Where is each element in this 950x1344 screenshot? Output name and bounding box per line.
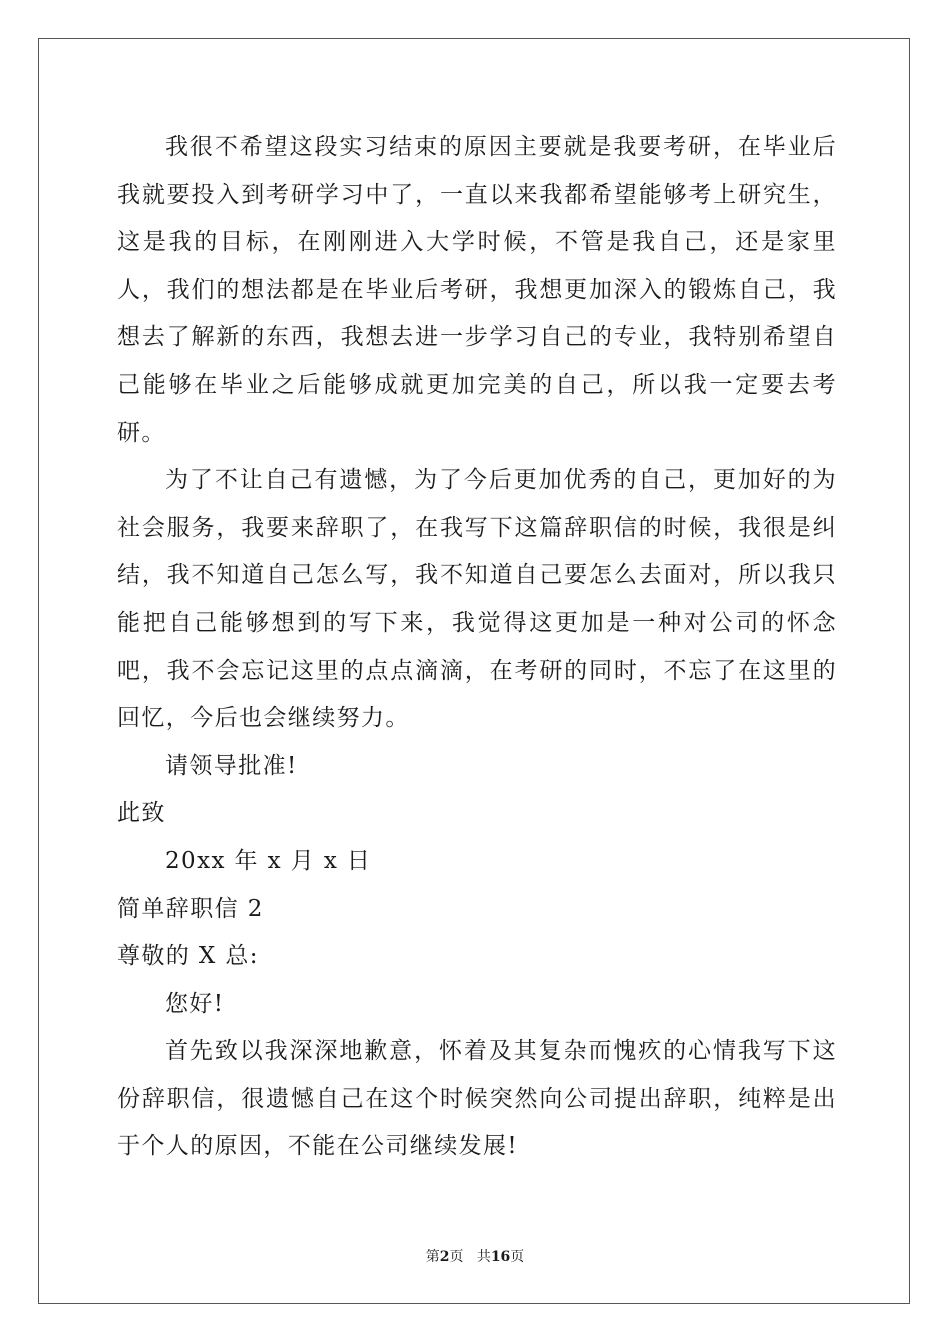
letter-date: 20xx 年 x 月 x 日 [165,847,372,874]
paragraph-resignation-feelings: 为了不让自己有遗憾，为了今后更加优秀的自己，更加好的为社会服务，我要来辞职了，在我写下这篇辞职信的时候，我很是纠结，我不知道自己怎么写，我不知道自己要怎么去面对，所以我只能把自己能够想到的写下来，我觉得这更加是一种对公司的怀念吧，我不会忘记这里的点点滴滴，在考研的同时，不忘了在这里的回忆，今后也会继续努力。 [117,467,837,732]
total-suffix: 页 [510,1249,525,1265]
document-body [117,124,837,1171]
greeting: 您好! [165,990,225,1017]
total-pages: 16 [490,1249,511,1265]
page-suffix: 页 [449,1249,464,1265]
paragraph-exam-reason: 我很不希望这段实习结束的原因主要就是我要考研，在毕业后我就要投入到考研学习中了，一直以来我都希望能够考上研究生，这是我的目标，在刚刚进入大学时候，不管是我自己，还是家里人，我们的想法都是在毕业后考研，我想更加深入的锻炼自己，我想去了解新的东西，我想去进一步学习自己的专业，我特别希望自己能够在毕业之后能够成就更加完美的自己，所以我一定要去考研。 [117,134,837,446]
section-title: 简单辞职信 2 [117,895,264,922]
page-footer [0,1246,950,1266]
paragraph-apology: 首先致以我深深地歉意，怀着及其复杂而愧疚的心情我写下这份辞职信，很遗憾自己在这个时候突然向公司提出辞职，纯粹是出于个人的原因，不能在公司继续发展! [117,1038,837,1160]
total-prefix: 共 [476,1249,491,1265]
page-number: 2 [439,1249,450,1265]
closing-salutation: 此致 [117,800,166,827]
page-prefix: 第 [425,1249,440,1265]
letter-recipient: 尊敬的 X 总: [117,943,259,970]
paragraph-request-approval: 请领导批准! [165,752,298,779]
